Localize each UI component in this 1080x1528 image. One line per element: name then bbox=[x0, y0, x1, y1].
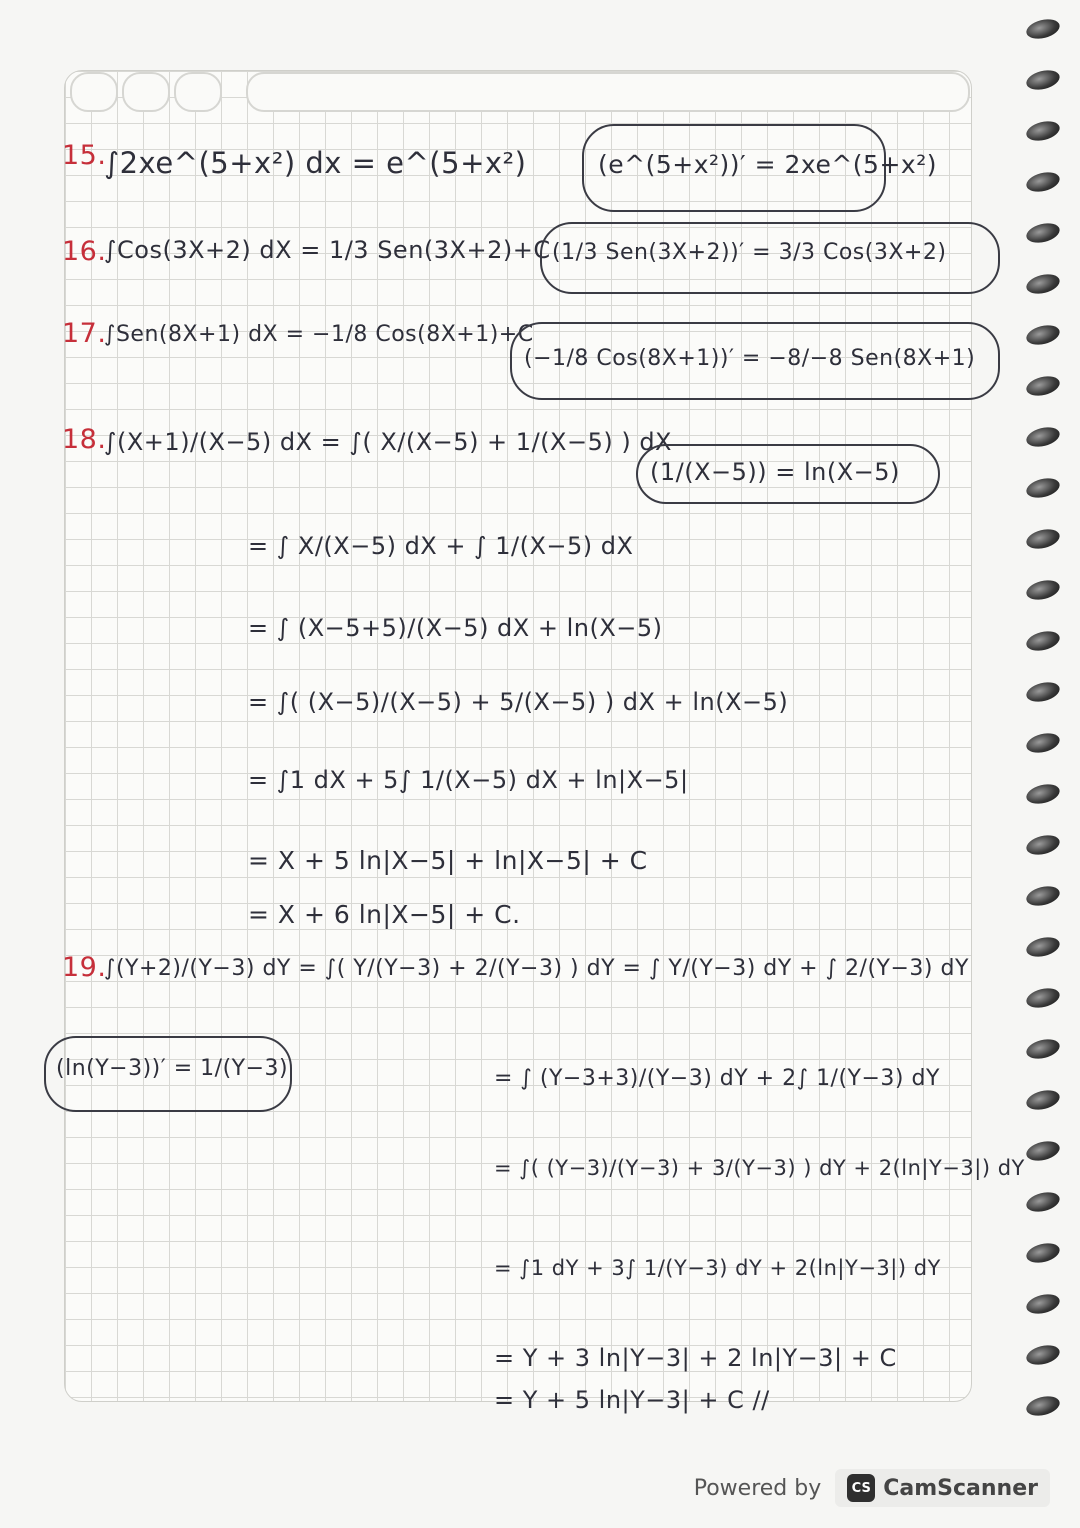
binder-slot bbox=[246, 72, 970, 112]
problem-19-work: ∫(Y+2)/(Y−3) dY = ∫( Y/(Y−3) + 2/(Y−3) ) dY = ∫ Y/(Y−3) dY + ∫ 2/(Y−3) dY bbox=[104, 956, 969, 981]
problem-18-number: 18. bbox=[62, 424, 107, 455]
spiral-coil bbox=[1024, 322, 1061, 348]
problem-15-check: (e^(5+x²))′ = 2xe^(5+x²) bbox=[598, 150, 937, 179]
spiral-coil bbox=[1024, 373, 1061, 399]
spiral-coil bbox=[1024, 1036, 1061, 1062]
spiral-coil bbox=[1024, 118, 1061, 144]
spiral-coil bbox=[1024, 730, 1061, 756]
spiral-coil bbox=[1024, 1138, 1061, 1164]
problem-17-number: 17. bbox=[62, 318, 107, 349]
spiral-coil bbox=[1024, 934, 1061, 960]
problem-17-work: ∫Sen(8X+1) dX = −1/8 Cos(8X+1)+C bbox=[104, 322, 534, 347]
problem-18-step: = ∫ (X−5+5)/(X−5) dX + ln(X−5) bbox=[248, 614, 663, 642]
problem-16-work: ∫Cos(3X+2) dX = 1/3 Sen(3X+2)+C bbox=[104, 236, 551, 264]
problem-19-number: 19. bbox=[62, 952, 107, 983]
problem-18-check: (1/(X−5)) = ln(X−5) bbox=[650, 458, 900, 486]
problem-15-number: 15. bbox=[62, 140, 107, 171]
spiral-coil bbox=[1024, 1189, 1061, 1215]
spiral-coil bbox=[1024, 1087, 1061, 1113]
spiral-coil bbox=[1024, 169, 1061, 195]
spiral-coil bbox=[1024, 883, 1061, 909]
scanner-watermark bbox=[694, 1466, 1050, 1510]
problem-19-step: = ∫1 dY + 3∫ 1/(Y−3) dY + 2(ln|Y−3|) dY bbox=[494, 1256, 941, 1280]
problem-19-check: (ln(Y−3))′ = 1/(Y−3) bbox=[56, 1056, 289, 1081]
problem-16-check: (1/3 Sen(3X+2))′ = 3/3 Cos(3X+2) bbox=[552, 240, 947, 265]
spiral-coil bbox=[1024, 1240, 1061, 1266]
spiral-coil bbox=[1024, 271, 1061, 297]
problem-18-step: = X + 6 ln|X−5| + C. bbox=[248, 900, 521, 929]
spiral-coil bbox=[1024, 577, 1061, 603]
spiral-coil bbox=[1024, 832, 1061, 858]
spiral-coil bbox=[1024, 628, 1061, 654]
binder-hole bbox=[70, 72, 118, 112]
problem-19-step: = Y + 5 ln|Y−3| + C // bbox=[494, 1386, 770, 1414]
problem-18-step: = ∫ X/(X−5) dX + ∫ 1/(X−5) dX bbox=[248, 532, 634, 560]
problem-18-step: = ∫1 dX + 5∫ 1/(X−5) dX + ln|X−5| bbox=[248, 766, 689, 794]
problem-19-step: = ∫( (Y−3)/(Y−3) + 3/(Y−3) ) dY + 2(ln|Y−3|) dY bbox=[494, 1156, 1025, 1180]
spiral-coil bbox=[1024, 475, 1061, 501]
binder-hole bbox=[174, 72, 222, 112]
spiral-coil bbox=[1024, 679, 1061, 705]
camscanner-badge bbox=[835, 1469, 1050, 1507]
spiral-coil bbox=[1024, 424, 1061, 450]
problem-16-number: 16. bbox=[62, 236, 107, 267]
binder-holes bbox=[70, 72, 970, 112]
spiral-coil bbox=[1024, 1291, 1061, 1317]
problem-15-work: ∫2xe^(5+x²) dx = e^(5+x²) bbox=[104, 146, 527, 180]
spiral-coil bbox=[1024, 67, 1061, 93]
spiral-binding bbox=[1026, 20, 1066, 1440]
spiral-coil bbox=[1024, 526, 1061, 552]
spiral-coil bbox=[1024, 220, 1061, 246]
spiral-coil bbox=[1024, 781, 1061, 807]
spiral-coil bbox=[1024, 1393, 1061, 1419]
camscanner-logo-icon: CS bbox=[847, 1474, 875, 1502]
problem-18-step: = ∫( (X−5)/(X−5) + 5/(X−5) ) dX + ln(X−5) bbox=[248, 688, 789, 716]
problem-19-step: = Y + 3 ln|Y−3| + 2 ln|Y−3| + C bbox=[494, 1344, 897, 1372]
spiral-coil bbox=[1024, 1342, 1061, 1368]
powered-by-label: Powered by bbox=[693, 1475, 822, 1501]
problem-17-check: (−1/8 Cos(8X+1))′ = −8/−8 Sen(8X+1) bbox=[524, 346, 976, 371]
problem-18-step: = X + 5 ln|X−5| + ln|X−5| + C bbox=[248, 846, 648, 875]
problem-18-work: ∫(X+1)/(X−5) dX = ∫( X/(X−5) + 1/(X−5) ) dX bbox=[104, 428, 672, 456]
camscanner-brand: CamScanner bbox=[883, 1475, 1038, 1501]
spiral-coil bbox=[1024, 985, 1061, 1011]
problem-19-step: = ∫ (Y−3+3)/(Y−3) dY + 2∫ 1/(Y−3) dY bbox=[494, 1066, 940, 1091]
spiral-coil bbox=[1024, 16, 1061, 42]
binder-hole bbox=[122, 72, 170, 112]
